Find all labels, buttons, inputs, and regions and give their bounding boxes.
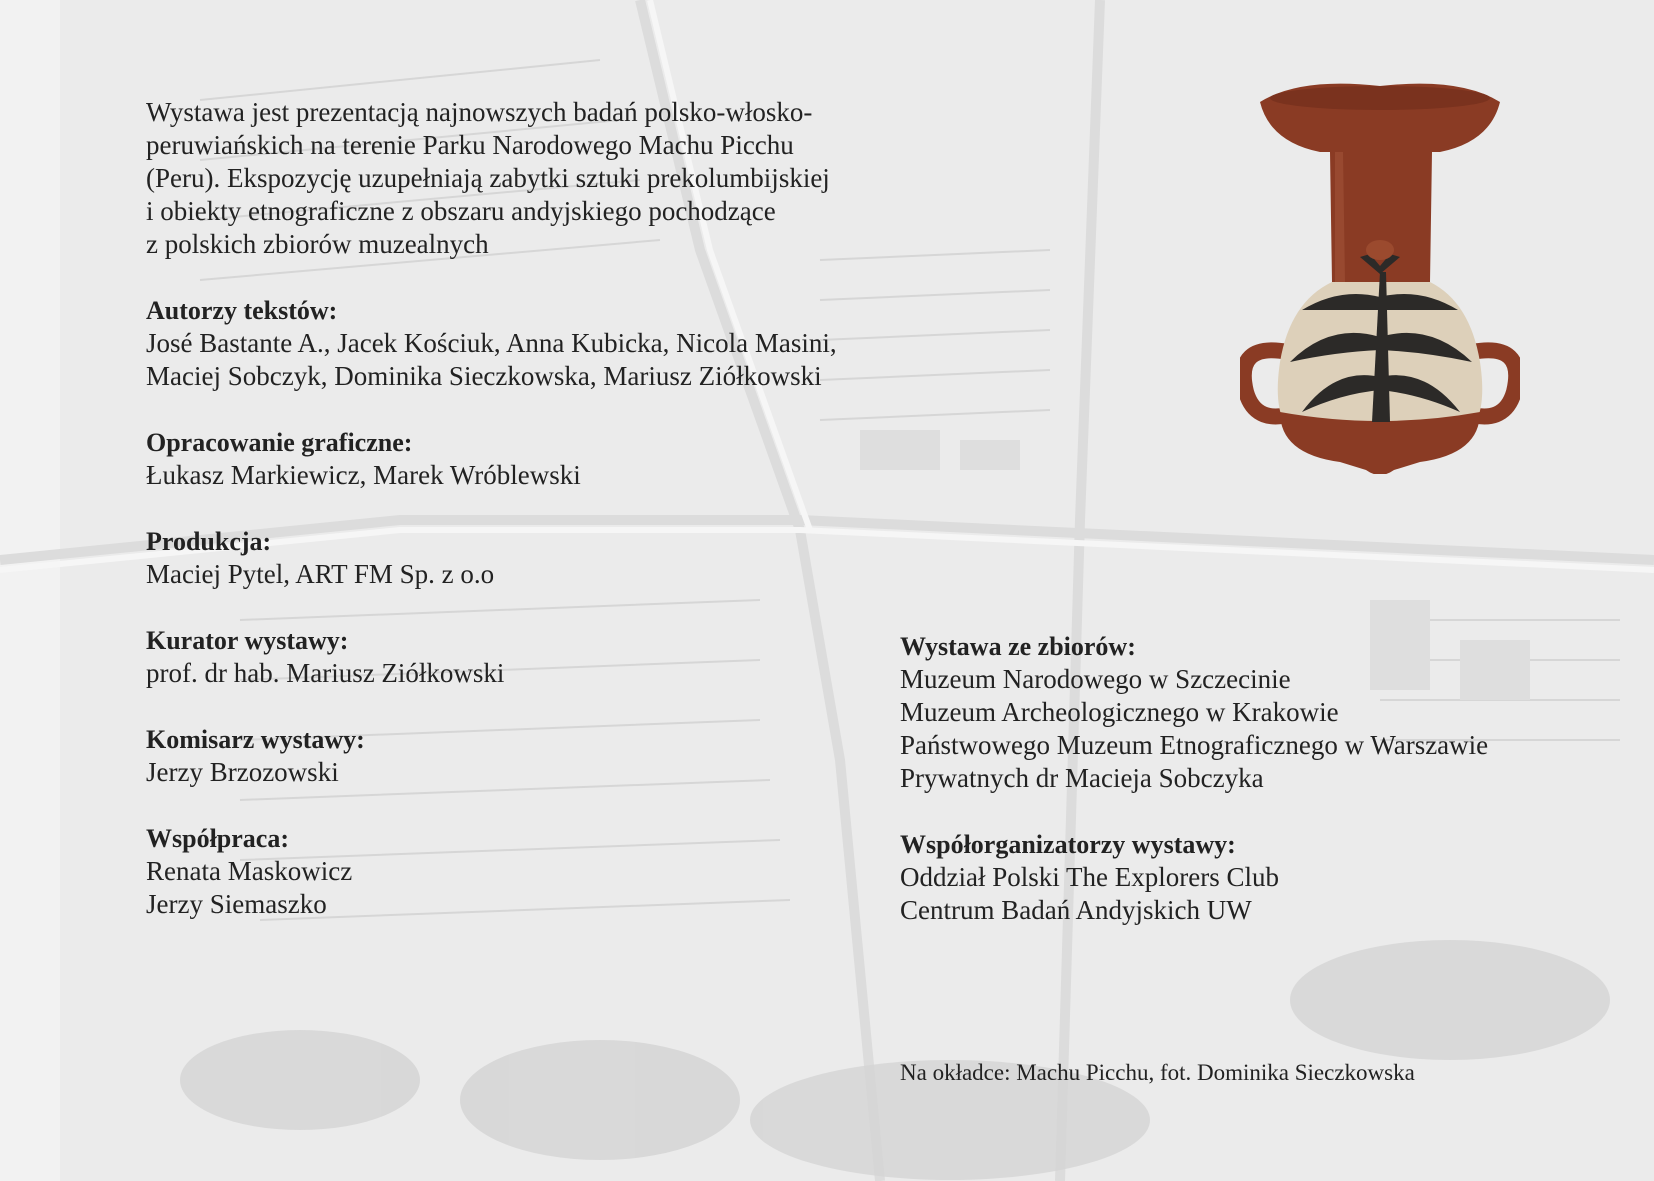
credit-heading: Autorzy tekstów:: [146, 296, 338, 325]
credit-heading: Komisarz wystawy:: [146, 725, 365, 754]
right-column: [900, 630, 1600, 927]
credit-heading: Współorganizatorzy wystawy:: [900, 830, 1236, 859]
credit-line: Oddział Polski The Explorers Club: [900, 862, 1279, 892]
credit-heading: Kurator wystawy:: [146, 626, 349, 655]
left-column: [146, 96, 886, 921]
credit-graphics: [146, 426, 886, 492]
intro-line: i obiekty etnograficzne z obszaru andyjskiego pochodzące: [146, 196, 776, 226]
credit-heading: Współpraca:: [146, 824, 289, 853]
credit-heading: Produkcja:: [146, 527, 272, 556]
credit-line: Maciej Sobczyk, Dominika Sieczkowska, Mariusz Ziółkowski: [146, 361, 822, 391]
credit-line: Jerzy Brzozowski: [146, 757, 339, 787]
credit-line: José Bastante A., Jacek Kościuk, Anna Kubicka, Nicola Masini,: [146, 328, 837, 358]
credit-line: Renata Maskowicz: [146, 856, 353, 886]
credit-line: Maciej Pytel, ART FM Sp. z o.o: [146, 559, 495, 589]
cover-credit: Na okładce: Machu Picchu, fot. Dominika Sieczkowska: [900, 1060, 1415, 1085]
credit-collections: [900, 630, 1600, 795]
credit-line: Jerzy Siemaszko: [146, 889, 327, 919]
credit-heading: Wystawa ze zbiorów:: [900, 632, 1136, 661]
credit-line: Państwowego Muzeum Etnograficznego w Warszawie: [900, 730, 1489, 760]
vase-photo: [1240, 82, 1520, 474]
credit-line: Muzeum Narodowego w Szczecinie: [900, 664, 1291, 694]
intro-line: z polskich zbiorów muzealnych: [146, 229, 489, 259]
credit-line: Muzeum Archeologicznego w Krakowie: [900, 697, 1339, 727]
credit-coorganizers: [900, 828, 1600, 927]
intro-line: Wystawa jest prezentacją najnowszych badań polsko-włosko-: [146, 97, 813, 127]
credit-production: [146, 525, 886, 591]
intro-line: peruwiańskich na terenie Parku Narodowego Machu Picchu: [146, 130, 794, 160]
credit-line: Centrum Badań Andyjskich UW: [900, 895, 1252, 925]
credit-line: prof. dr hab. Mariusz Ziółkowski: [146, 658, 505, 688]
credit-line: Łukasz Markiewicz, Marek Wróblewski: [146, 460, 581, 490]
credit-heading: Opracowanie graficzne:: [146, 428, 413, 457]
intro-paragraph: [146, 96, 886, 261]
credit-line: Prywatnych dr Macieja Sobczyka: [900, 763, 1264, 793]
credit-cooperation: [146, 822, 886, 921]
credit-curator: [146, 624, 886, 690]
credit-authors: [146, 294, 886, 393]
credit-commissioner: [146, 723, 886, 789]
intro-line: (Peru). Ekspozycję uzupełniają zabytki sztuki prekolumbijskiej: [146, 163, 830, 193]
